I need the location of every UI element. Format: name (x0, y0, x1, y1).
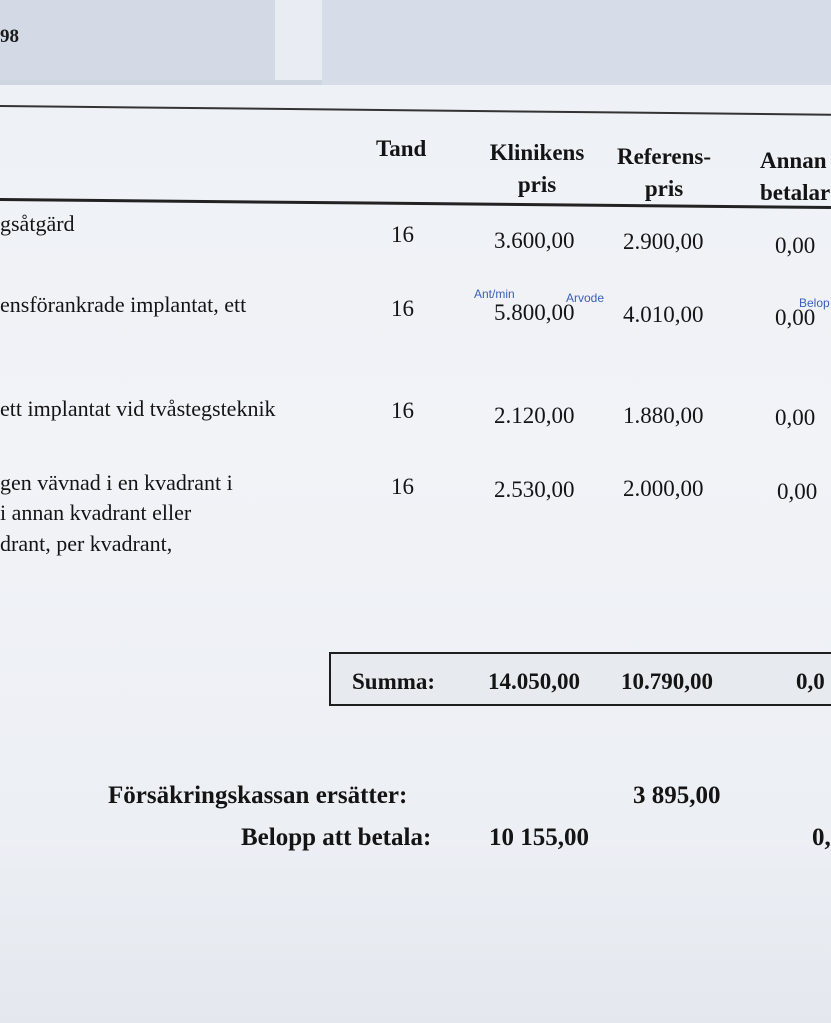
summa-klinikens: 14.050,00 (488, 669, 580, 694)
header-referens-line2: pris (644, 176, 684, 201)
row-2-klinikens: 5.800,00 (494, 300, 575, 325)
row-4-tand: 16 (391, 474, 414, 499)
belopp-att-betala-value: 10 155,00 (489, 824, 589, 851)
header-tand: Tand (376, 136, 427, 161)
belopp-att-betala-label: Belopp att betala: (241, 824, 432, 851)
row-2-referens: 4.010,00 (623, 302, 704, 327)
top-text-fragment: 98 (0, 26, 19, 47)
background-paper-right (322, 0, 831, 95)
summa-label: Summa: (352, 669, 436, 694)
summa-annan: 0,0 (796, 669, 825, 694)
header-referens-pris (611, 141, 717, 205)
row-3-description: ett implantat vid tvåstegsteknik (0, 396, 276, 421)
stamp-arvode: Arvode (566, 291, 605, 305)
stamp-belopp: Belop (799, 296, 830, 310)
row-1-description: gsåtgärd (0, 211, 75, 236)
row-2-annan: 0,00 (775, 305, 816, 330)
belopp-annan-value: 0, (812, 824, 831, 851)
row-4-annan: 0,00 (777, 479, 818, 504)
background-paper-left (0, 0, 275, 80)
header-klinikens-pris (484, 137, 590, 201)
row-4-referens: 2.000,00 (623, 476, 704, 501)
row-2-tand: 16 (391, 296, 414, 321)
row-3-tand: 16 (391, 398, 414, 423)
row-2-description: ensförankrade implantat, ett (0, 292, 247, 317)
forsakringskassan-label: Försäkringskassan ersätter: (108, 782, 408, 809)
stamp-ant-min: Ant/min (474, 287, 515, 301)
header-annan-line1: Annan (760, 148, 827, 173)
header-annan-betalar (760, 145, 830, 209)
header-klinikens-line1: Klinikens (489, 140, 585, 165)
row-1-annan: 0,00 (775, 233, 816, 258)
summa-referens: 10.790,00 (621, 669, 713, 694)
row-1-klinikens: 3.600,00 (494, 228, 575, 253)
background-gap (275, 0, 322, 80)
row-4-klinikens: 2.530,00 (494, 477, 575, 502)
header-referens-line1: Referens- (616, 144, 712, 169)
row-1-tand: 16 (391, 222, 414, 247)
row-4-description-line1: gen vävnad i en kvadrant i (0, 470, 233, 495)
forsakringskassan-value: 3 895,00 (633, 782, 721, 809)
header-annan-line2: betalar (760, 180, 831, 205)
row-3-klinikens: 2.120,00 (494, 403, 575, 428)
row-3-referens: 1.880,00 (623, 403, 704, 428)
row-4-description-line2: i annan kvadrant eller (0, 500, 192, 525)
row-1-referens: 2.900,00 (623, 229, 704, 254)
row-4-description-line3: drant, per kvadrant, (0, 531, 173, 556)
header-klinikens-line2: pris (517, 172, 557, 197)
row-3-annan: 0,00 (775, 405, 816, 430)
